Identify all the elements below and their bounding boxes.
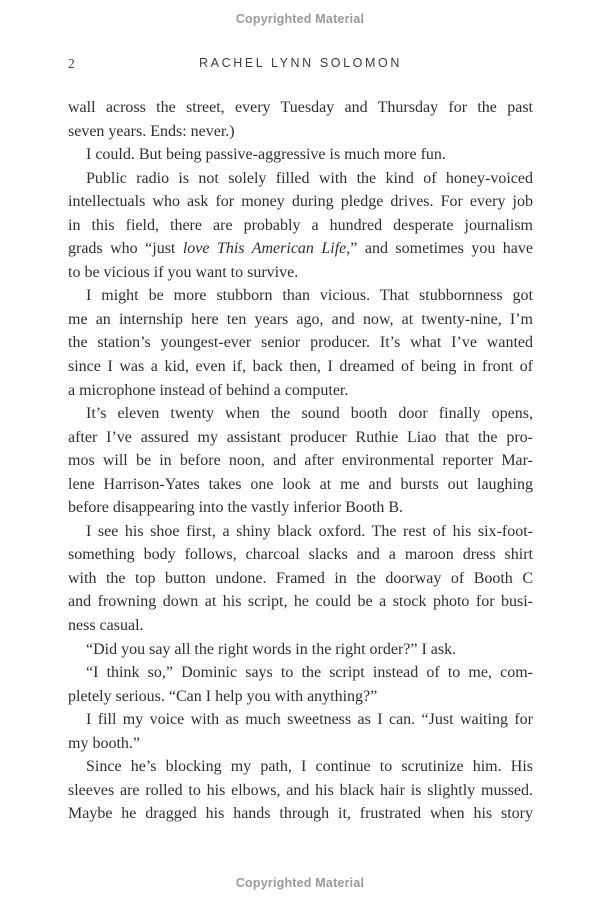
text-line: me an internship here ten years ago, and now, at twenty-nine, I’m [68,310,533,328]
text-line: wall across the street, every Tuesday and Thursday for the past [68,99,533,116]
text-line: and frowning down at his script, he could be a stock photo for busi- [68,593,533,611]
text-line: in this field, there are probably a hundred desperate journalism [68,216,533,234]
text-line: Public radio is not solely filled with the kind of honey-voiced [86,169,533,187]
text-line: grads who “just love This American Life,” and sometimes you have [68,240,533,258]
text-line: “Did you say all the right words in the right order?” I ask. [86,640,457,658]
body-text [68,96,533,826]
text-line: after I’ve assured my assistant producer Ruthie Liao that the pro- [68,428,533,446]
text-line: something body follows, charcoal slacks and a maroon dress shirt [68,546,533,564]
text-line: before disappearing into the vastly inferior Booth B. [68,499,404,517]
text-line: It’s eleven twenty when the sound booth door finally opens, [86,405,533,423]
text-line: a microphone instead of behind a computer. [68,381,349,399]
text-line: mos will be in before noon, and after environmental reporter Mar- [68,452,533,470]
text-line: I might be more stubborn than vicious. That stubbornness got [86,287,533,305]
text-line: my booth.” [68,734,140,752]
text-line: Since he’s blocking my path, I continue to scrutinize him. His [86,758,533,776]
text-line: the station’s youngest-ever senior producer. It’s what I’ve wanted [68,334,533,352]
text-line: to be vicious if you want to survive. [68,263,299,281]
page-number: 2 [68,56,75,71]
page-header [68,56,533,74]
text-line: I fill my voice with as much sweetness as I can. “Just waiting for [86,711,533,729]
text-line: sleeves are rolled to his elbows, and his black hair is slightly mussed. [68,781,533,799]
copyright-notice-top: Copyrighted Material [235,12,365,26]
text-line: ness casual. [68,617,144,635]
text-line: intellectuals who ask for money during pledge drives. For every job [68,193,533,211]
text-line: since I was a kid, even if, back then, I dreamed of being in front of [68,358,533,376]
copyright-notice-bottom: Copyrighted Material [235,876,365,890]
text-line: pletely serious. “Can I help you with anything?” [68,687,378,705]
text-line: seven years. Ends: never.) [68,122,235,140]
text-line: lene Harrison-Yates takes one look at me and bursts out laughing [68,475,533,493]
text-line: I see his shoe first, a shiny black oxford. The rest of his six-foot- [86,522,533,540]
text-line: I could. But being passive-aggressive is much more fun. [86,146,446,164]
running-header-author: RACHEL LYNN SOLOMON [199,56,402,70]
text-line: “I think so,” Dominic says to the script instead of to me, com- [86,664,533,682]
text-line: with the top button undone. Framed in the doorway of Booth C [68,569,533,587]
text-line: Maybe he dragged his hands through it, frustrated when his story [68,805,533,823]
